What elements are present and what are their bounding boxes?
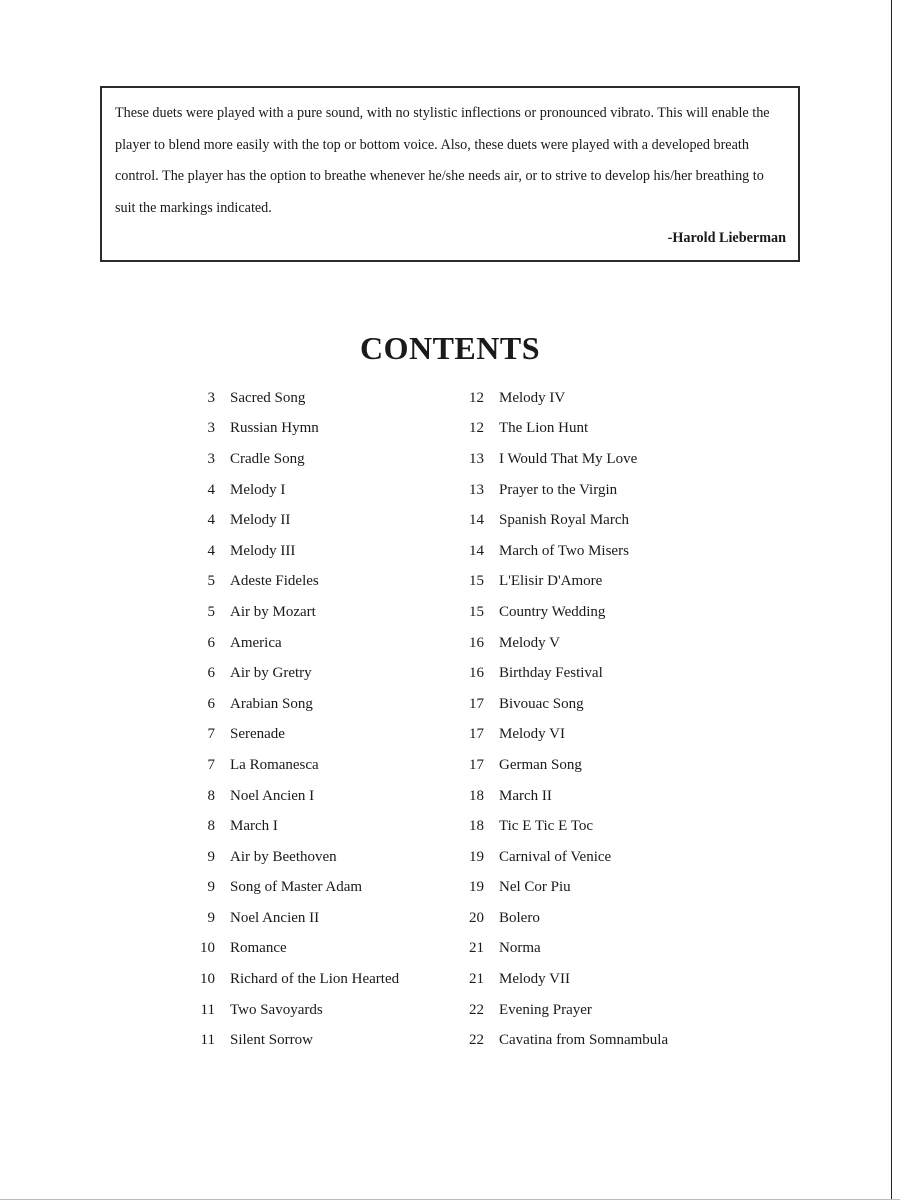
toc-page-number: 3 xyxy=(207,450,215,467)
toc-title: Melody VI xyxy=(499,726,565,743)
toc-title: La Romanesca xyxy=(230,756,319,773)
toc-entry xyxy=(190,597,399,628)
toc-entry xyxy=(190,658,399,689)
toc-title: Arabian Song xyxy=(230,695,313,712)
toc-title: Country Wedding xyxy=(499,603,606,620)
toc-entry xyxy=(190,750,399,781)
toc-page-number: 6 xyxy=(207,695,215,712)
toc-title: Melody IV xyxy=(499,389,566,406)
toc-entry xyxy=(455,873,668,904)
toc-entry xyxy=(455,934,668,965)
toc-title: Nel Cor Piu xyxy=(499,879,571,896)
toc-title: March II xyxy=(499,787,552,804)
toc-title: Air by Beethoven xyxy=(230,848,337,865)
toc-entry xyxy=(455,567,668,598)
toc-title: Prayer to the Virgin xyxy=(499,481,618,498)
toc-entry xyxy=(455,658,668,689)
toc-page-number: 21 xyxy=(469,940,484,957)
toc-entry xyxy=(190,934,399,965)
toc-entry xyxy=(190,720,399,751)
toc-title: Melody II xyxy=(230,512,291,529)
toc-entry xyxy=(190,475,399,506)
toc-page-number: 6 xyxy=(207,634,215,651)
toc-page-number: 10 xyxy=(200,940,215,957)
toc-page-number: 22 xyxy=(469,1001,484,1018)
toc-page-number: 3 xyxy=(207,389,215,406)
toc-left-column xyxy=(190,383,399,1056)
toc-page-number: 15 xyxy=(469,573,484,590)
toc-entry xyxy=(455,811,668,842)
toc-page-number: 22 xyxy=(469,1032,484,1049)
toc-entry xyxy=(190,1025,399,1056)
toc-entry xyxy=(455,444,668,475)
toc-title: Air by Mozart xyxy=(230,603,316,620)
toc-entry xyxy=(190,689,399,720)
toc-title: Norma xyxy=(499,940,541,957)
toc-entry xyxy=(455,414,668,445)
toc-page-number: 5 xyxy=(207,573,215,590)
toc-entry xyxy=(455,842,668,873)
toc-page-number: 4 xyxy=(207,481,215,498)
toc-page-number: 8 xyxy=(207,818,215,835)
toc-entry xyxy=(455,903,668,934)
toc-title: Melody V xyxy=(499,634,560,651)
toc-title: Bolero xyxy=(499,909,540,926)
toc-page-number: 17 xyxy=(469,756,484,773)
toc-entry xyxy=(190,414,399,445)
toc-title: The Lion Hunt xyxy=(499,420,589,437)
toc-page-number: 13 xyxy=(469,450,484,467)
toc-entry xyxy=(455,1025,668,1056)
toc-entry xyxy=(190,842,399,873)
toc-page-number: 8 xyxy=(207,787,215,804)
toc-title: Bivouac Song xyxy=(499,695,584,712)
toc-title: March I xyxy=(230,818,278,835)
toc-page-number: 18 xyxy=(469,787,484,804)
toc-entry xyxy=(190,873,399,904)
toc-title: Serenade xyxy=(230,726,285,743)
toc-entry xyxy=(455,995,668,1026)
toc-title: L'Elisir D'Amore xyxy=(499,573,603,590)
toc-entry xyxy=(455,505,668,536)
page-edge-line xyxy=(891,0,892,1200)
toc-title: Adeste Fideles xyxy=(230,573,319,590)
toc-title: Silent Sorrow xyxy=(230,1032,313,1049)
performance-note-text: These duets were played with a pure sound, with no stylistic inflections or pronounced vibrato. This will enable the player to blend more easily with the top or bottom voice. Also, these duets were played with a developed breath control. The player has the option to breathe whenever he/she needs air, or to strive to develop his/her breathing to suit the markings indicated. xyxy=(115,105,770,216)
toc-entry xyxy=(455,536,668,567)
toc-entry xyxy=(190,995,399,1026)
toc-page-number: 17 xyxy=(469,695,484,712)
toc-right-column xyxy=(455,383,668,1056)
toc-page-number: 12 xyxy=(469,420,484,437)
toc-entry xyxy=(455,750,668,781)
note-author: -Harold Lieberman xyxy=(667,230,786,246)
toc-page-number: 9 xyxy=(207,879,215,896)
toc-title: German Song xyxy=(499,756,582,773)
toc-page-number: 18 xyxy=(469,818,484,835)
toc-page-number: 7 xyxy=(207,756,215,773)
toc-page-number: 9 xyxy=(207,848,215,865)
toc-page-number: 9 xyxy=(207,909,215,926)
toc-page-number: 10 xyxy=(200,971,215,988)
toc-entry xyxy=(190,444,399,475)
toc-title: Sacred Song xyxy=(230,389,306,406)
toc-page-number: 19 xyxy=(469,879,484,896)
toc-page-number: 17 xyxy=(469,726,484,743)
toc-page-number: 19 xyxy=(469,848,484,865)
performance-note-box xyxy=(100,86,800,262)
toc-page-number: 15 xyxy=(469,603,484,620)
toc-entry xyxy=(455,597,668,628)
toc-title: Spanish Royal March xyxy=(499,512,629,529)
toc-title: I Would That My Love xyxy=(499,450,638,467)
toc-page-number: 14 xyxy=(469,512,484,529)
toc-title: Song of Master Adam xyxy=(230,879,363,896)
toc-title: Noel Ancien II xyxy=(230,909,320,926)
toc-page-number: 20 xyxy=(469,909,484,926)
contents-title: CONTENTS xyxy=(359,330,541,366)
toc-title: March of Two Misers xyxy=(499,542,629,559)
toc-entry xyxy=(190,505,399,536)
toc-title: Tic E Tic E Toc xyxy=(499,818,593,835)
toc-entry xyxy=(455,383,668,414)
toc-title: Melody III xyxy=(230,542,296,559)
toc-page-number: 14 xyxy=(469,542,484,559)
toc-page-number: 11 xyxy=(200,1001,215,1018)
toc-entry xyxy=(190,964,399,995)
toc-entry xyxy=(455,689,668,720)
toc-page-number: 13 xyxy=(469,481,484,498)
toc-entry xyxy=(455,475,668,506)
toc-entry xyxy=(455,781,668,812)
toc-page-number: 11 xyxy=(200,1032,215,1049)
toc-page-number: 7 xyxy=(207,726,215,743)
toc-title: Cavatina from Somnambula xyxy=(499,1032,669,1049)
toc-title: Cradle Song xyxy=(230,450,305,467)
toc-page-number: 5 xyxy=(207,603,215,620)
toc-page-number: 4 xyxy=(207,512,215,529)
toc-entry xyxy=(190,383,399,414)
toc-page-number: 12 xyxy=(469,389,484,406)
toc-page-number: 21 xyxy=(469,971,484,988)
toc-title: America xyxy=(230,634,282,651)
toc-entry xyxy=(190,628,399,659)
toc-page-number: 3 xyxy=(207,420,215,437)
toc-title: Air by Gretry xyxy=(230,665,312,682)
toc-entry xyxy=(190,567,399,598)
toc-title: Birthday Festival xyxy=(499,665,603,682)
toc-title: Carnival of Venice xyxy=(499,848,612,865)
toc-entry xyxy=(190,811,399,842)
toc-entry xyxy=(190,781,399,812)
toc-title: Melody VII xyxy=(499,971,570,988)
toc-title: Melody I xyxy=(230,481,286,498)
toc-page-number: 4 xyxy=(207,542,215,559)
toc-title: Richard of the Lion Hearted xyxy=(230,971,400,988)
toc-entry xyxy=(455,964,668,995)
toc-entry xyxy=(190,536,399,567)
toc-page-number: 6 xyxy=(207,665,215,682)
toc-entry xyxy=(455,720,668,751)
toc-entry xyxy=(455,628,668,659)
toc-title: Romance xyxy=(230,940,287,957)
toc-title: Russian Hymn xyxy=(230,420,319,437)
toc-page-number: 16 xyxy=(469,665,484,682)
toc-title: Two Savoyards xyxy=(230,1001,323,1018)
toc-page-number: 16 xyxy=(469,634,484,651)
toc-title: Evening Prayer xyxy=(499,1001,592,1018)
toc-title: Noel Ancien I xyxy=(230,787,315,804)
toc-entry xyxy=(190,903,399,934)
